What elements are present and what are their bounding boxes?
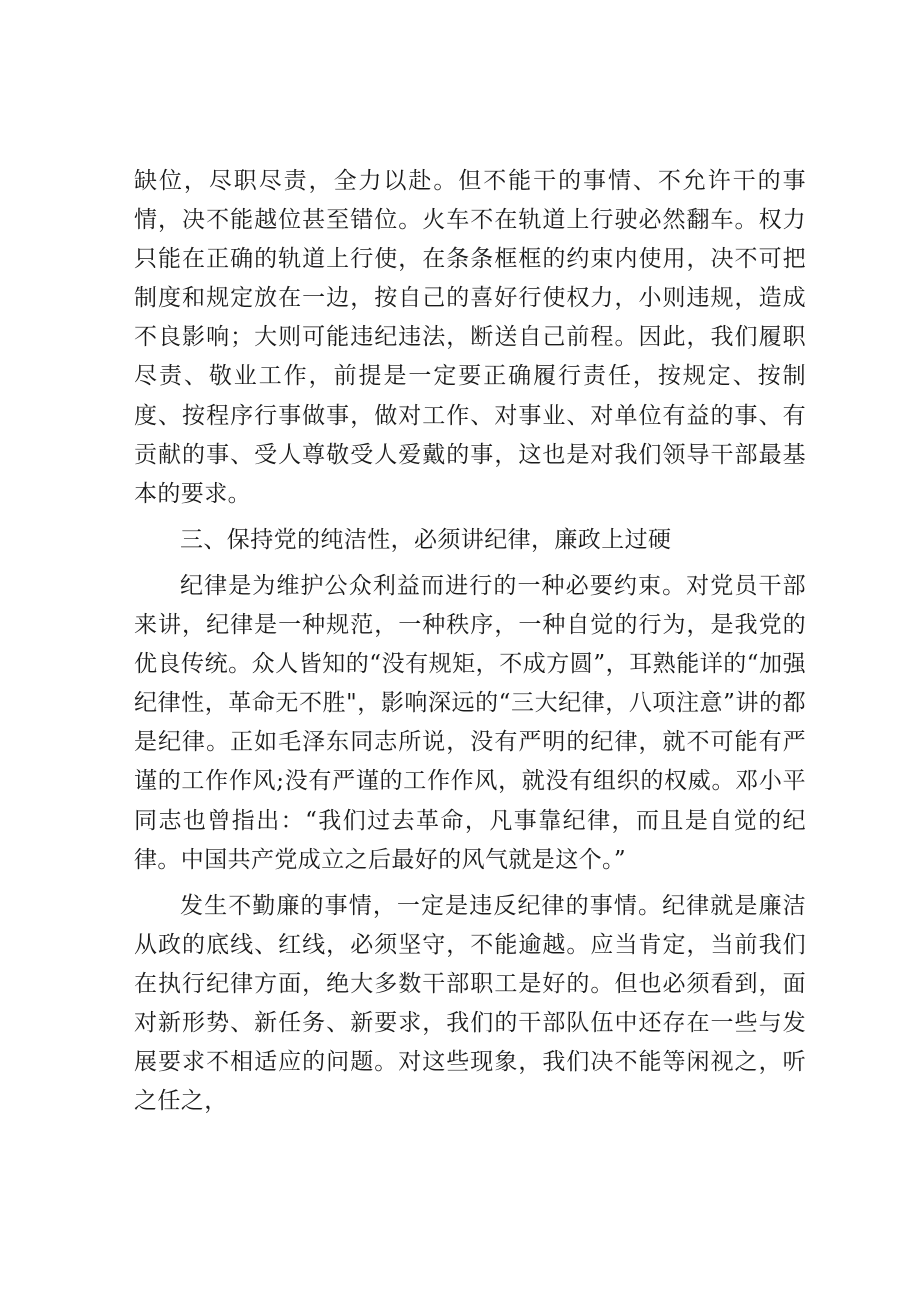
paragraph-continuation: 缺位，尽职尽责，全力以赴。但不能干的事情、不允许干的事情，决不能越位甚至错位。火车不在轨道上行驶必然翻车。权力只能在正确的轨道上行使，在条条框框的约束内使用，决不可把制度和规定放在一边，按自己的喜好行使权力，小则违规，造成不良影响；大则可能违纪违法，断送自己前程。因此，我们履职尽责、敬业工作，前提是一定要正确履行责任，按规定、按制度、按程序行事做事，做对工作、对事业、对单位有益的事、有贡献的事、受人尊敬受人爱戴的事，这也是对我们领导干部最基本的要求。 xyxy=(134,168,806,507)
paragraph-discipline: 纪律是为维护公众利益而进行的一种必要约束。对党员干部来讲，纪律是一种规范，一种秩序，一种自觉的行为，是我党的优良传统。众人皆知的“没有规矩，不成方圆”，耳熟能详的“加强纪律性，革命无不胜"，影响深远的“三大纪律，八项注意”讲的都是纪律。正如毛泽东同志所说，没有严明的纪律，就不可能有严谨的工作作风;没有严谨的工作作风，就没有组织的权威。邓小平同志也曾指出：“我们过去革命，凡事靠纪律，而且是自觉的纪律。中国共产党成立之后最好的风气就是这个。” xyxy=(134,572,806,873)
document-body xyxy=(134,162,806,1121)
paragraph-integrity: 发生不勤廉的事情，一定是违反纪律的事情。纪律就是廉洁从政的底线、红线，必须坚守，不能逾越。应当肯定，当前我们在执行纪律方面，绝大多数干部职工是好的。但也必须看到，面对新形势、新任务、新要求，我们的干部队伍中还存在一些与发展要求不相适应的问题。对这些现象，我们决不能等闲视之，听之任之， xyxy=(134,892,806,1115)
section-heading: 三、保持党的纯洁性，必须讲纪律，廉政上过硬 xyxy=(180,526,672,553)
